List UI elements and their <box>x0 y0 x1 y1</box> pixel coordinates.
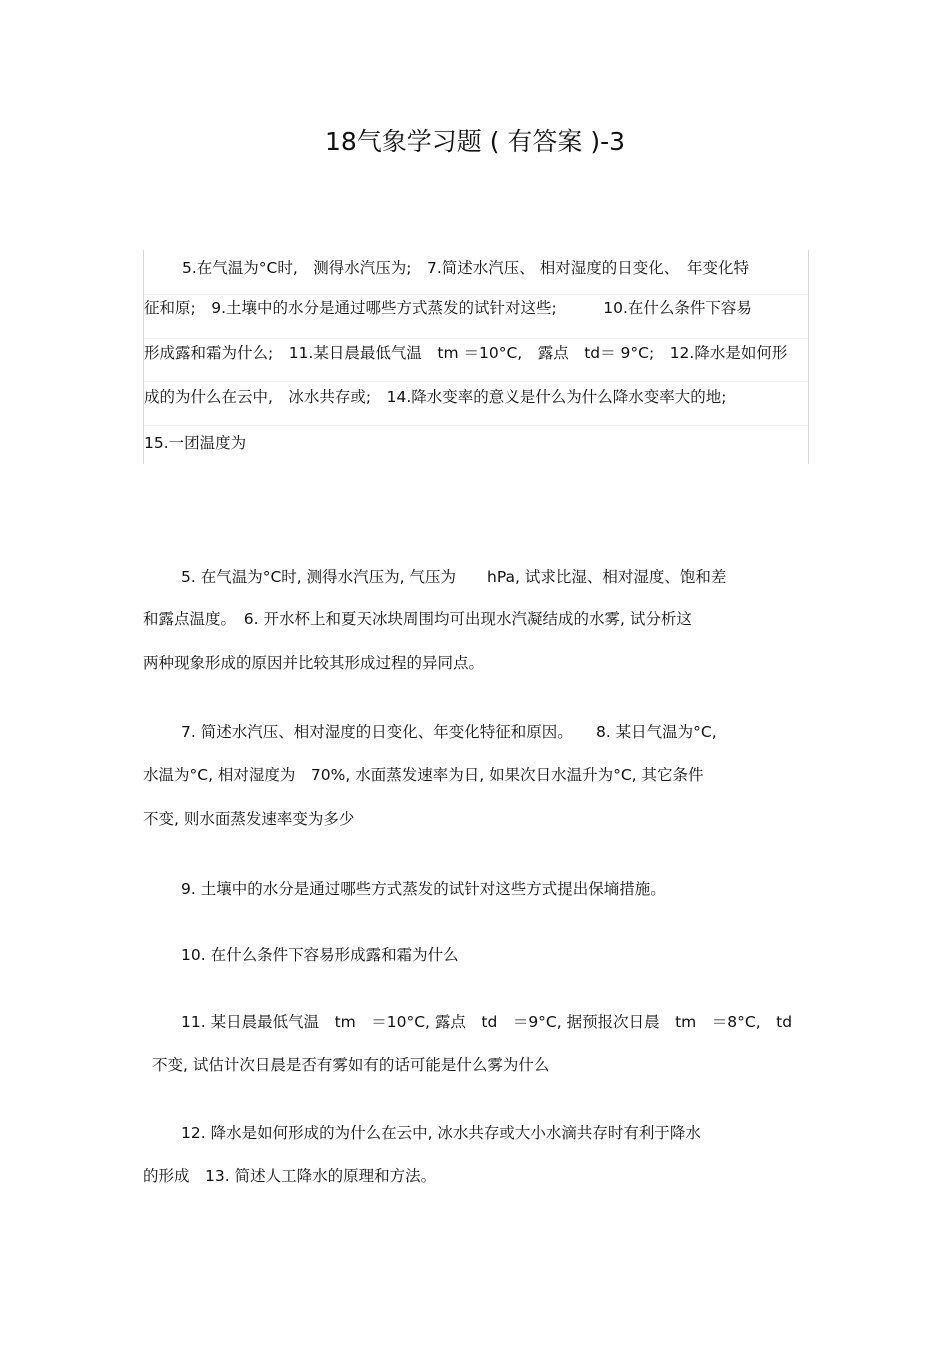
summary-line: 征和原; 9.土壤中的水分是通过哪些方式蒸发的试针对这些; 10.在什么条件下容易 <box>144 299 752 317</box>
summary-line: 成的为什么在云中, 冰水共存或; 14.降水变率的意义是什么为什么降水变率大的地; <box>144 388 727 406</box>
question-8-line-2: 水温为°C, 相对湿度为 70%, 水面蒸发速率为日, 如果次日水温升为°C, 其它条件 <box>143 766 704 784</box>
question-8-line-3: 不变, 则水面蒸发速率变为多少 <box>143 810 355 828</box>
summary-line: 形成露和霜为什么; 11.某日晨最低气温 tm ＝10°C, 露点 td＝ 9°C; 12.降水是如何形 <box>144 344 788 362</box>
question-12-line-1: 12. 降水是如何形成的为什么在云中, 冰水共存或大小水滴共存时有利于降水 <box>181 1124 701 1142</box>
question-5-line-2: 和露点温度。 6. 开水杯上和夏天冰块周围均可出现水汽凝结成的水雾, 试分析这 <box>143 610 692 628</box>
question-7-line-1: 7. 简述水汽压、相对湿度的日变化、年变化特征和原因。 8. 某日气温为°C, <box>181 723 717 741</box>
question-9: 9. 土壤中的水分是通过哪些方式蒸发的试针对这些方式提出保墒措施。 <box>181 880 666 898</box>
question-11-line-1: 11. 某日晨最低气温 tm ＝10°C, 露点 td ＝9°C, 据预报次日晨 tm ＝8°C, td <box>181 1013 793 1031</box>
question-5-line-1: 5. 在气温为°C时, 测得水汽压为, 气压为 hPa, 试求比湿、相对湿度、饱和差 <box>181 568 727 586</box>
summary-divider <box>144 381 808 382</box>
summary-line: 15.一团温度为 <box>144 434 247 452</box>
page-title: 18气象学习题 ( 有答案 )-3 <box>324 127 626 156</box>
summary-line: 5.在气温为°C时, 测得水汽压为; 7.简述水汽压、 相对湿度的日变化、 年变化特 <box>182 259 749 277</box>
question-6-line-3: 两种现象形成的原因并比较其形成过程的异同点。 <box>143 654 485 672</box>
question-11-line-2: 不变, 试估计次日晨是否有雾如有的话可能是什么雾为什么 <box>152 1056 550 1074</box>
summary-box <box>143 250 809 464</box>
question-13-line-2: 的形成 13. 简述人工降水的原理和方法。 <box>143 1167 437 1185</box>
question-10: 10. 在什么条件下容易形成露和霜为什么 <box>181 946 459 964</box>
summary-divider <box>144 425 808 426</box>
summary-divider <box>144 338 808 339</box>
